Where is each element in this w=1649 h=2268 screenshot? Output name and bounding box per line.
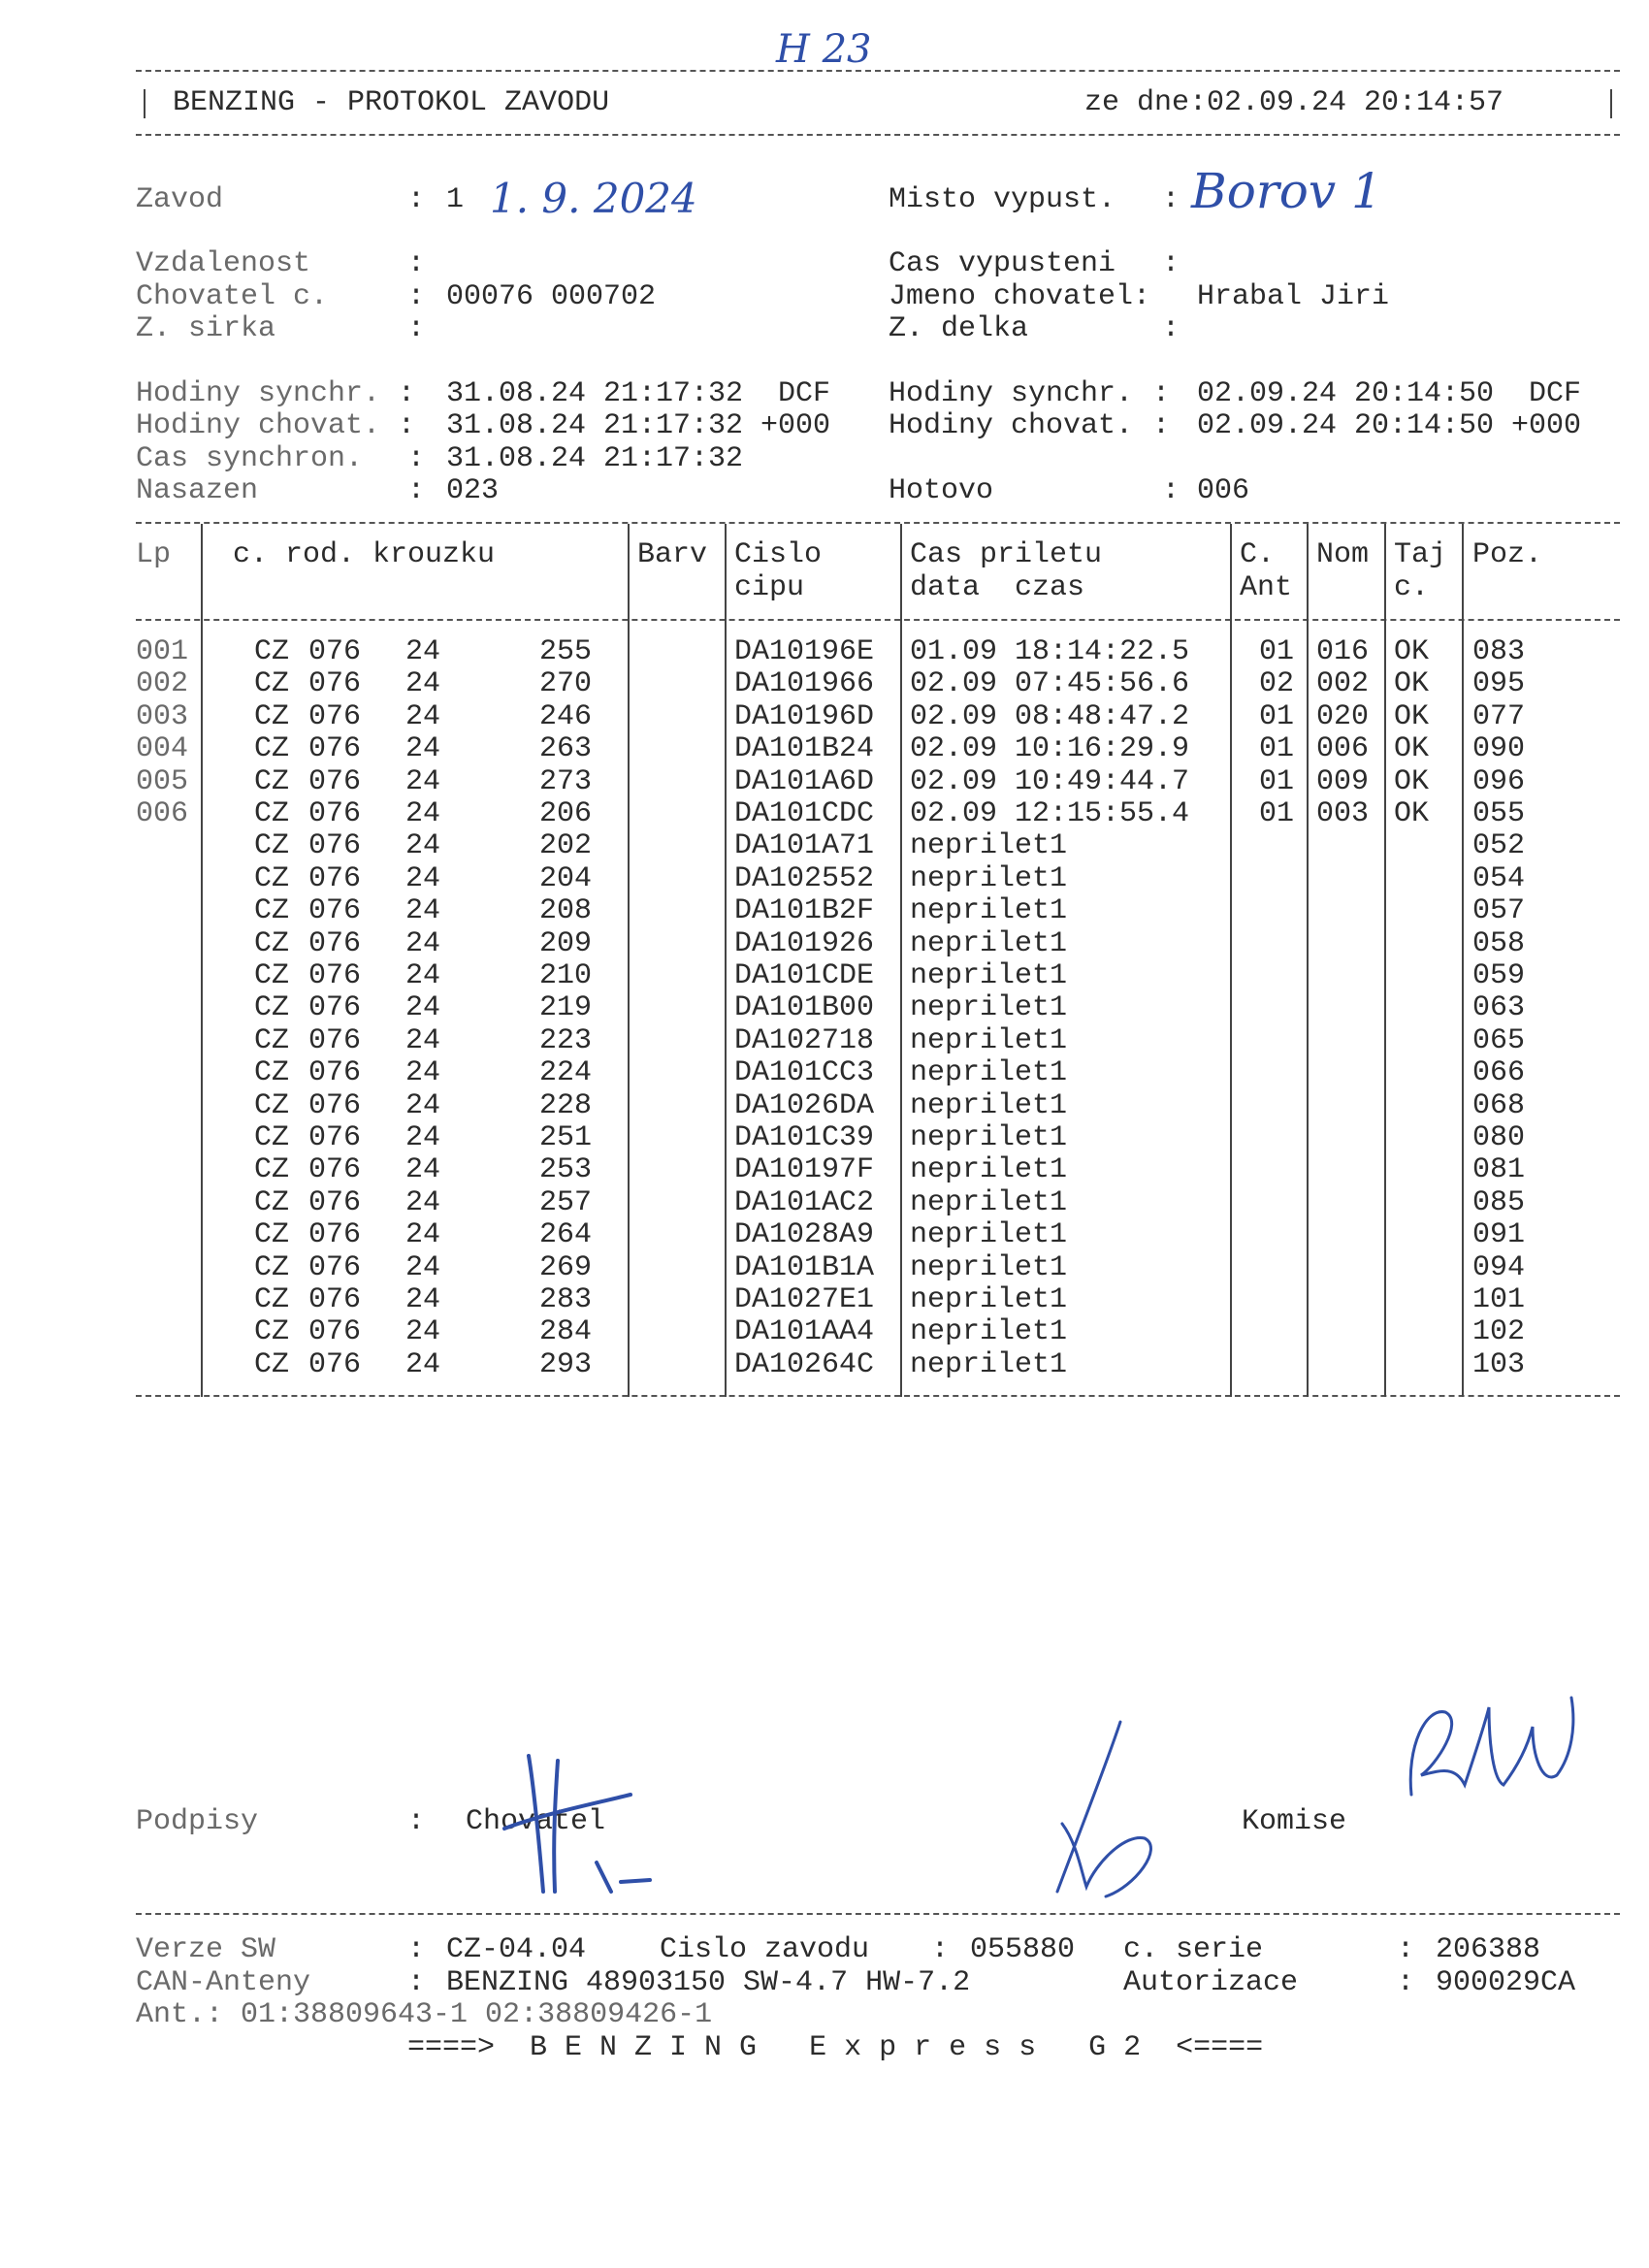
row-country: CZ: [254, 1056, 290, 1090]
row-country: CZ: [254, 1185, 290, 1219]
row-arrival-time: 02.09 08:48:47.2: [910, 699, 1190, 733]
row-arrival-time: neprilet1: [910, 861, 1068, 895]
vzdalenost-colon: :: [407, 247, 426, 280]
misto-handwritten: Borov 1: [1191, 163, 1382, 219]
row-chip-id: DA101A6D: [734, 764, 875, 798]
row-org: 076: [308, 861, 362, 895]
table-row: [0, 1090, 1649, 1122]
sync-left-label: Hodiny synchr.: [136, 377, 381, 410]
row-year: 24: [405, 732, 441, 766]
row-country: CZ: [254, 732, 290, 766]
row-ring-number: 293: [539, 1347, 593, 1381]
row-chip-id: DA1026DA: [734, 1088, 875, 1122]
chovatel-label: Chovatel c.: [136, 280, 329, 313]
row-nom: 016: [1316, 635, 1370, 668]
chov-right-value: 02.09.24 20:14:50 +000: [1197, 409, 1582, 442]
row-poz: 052: [1472, 829, 1526, 863]
row-chip-id: DA1028A9: [734, 1218, 875, 1252]
chov-left-value: 31.08.24 21:17:32 +000: [446, 409, 831, 442]
row-year: 24: [405, 1315, 441, 1349]
th-taj-2: c.: [1394, 571, 1430, 604]
row-taj: OK: [1394, 667, 1430, 701]
cislo-zavodu-colon: :: [931, 1933, 950, 1966]
header-title: BENZING - PROTOKOL ZAVODU: [173, 86, 610, 119]
row-org: 076: [308, 1056, 362, 1090]
row-arrival-time: neprilet1: [910, 1347, 1068, 1381]
table-row: [0, 830, 1649, 862]
table-row: [0, 636, 1649, 668]
table-row: [0, 1122, 1649, 1154]
footer-rule: [136, 1913, 1620, 1915]
row-org: 076: [308, 1153, 362, 1187]
chov-right-label: Hodiny chovat.: [889, 409, 1134, 442]
row-ring-number: 273: [539, 764, 593, 798]
row-chip-id: DA101AA4: [734, 1315, 875, 1349]
table-row: [0, 1252, 1649, 1284]
table-top-rule: [136, 522, 1620, 524]
row-chip-id: DA101C39: [734, 1121, 875, 1154]
table-row: [0, 1219, 1649, 1251]
table-row: [0, 668, 1649, 700]
table-row: [0, 1187, 1649, 1219]
row-taj: OK: [1394, 699, 1430, 733]
row-org: 076: [308, 732, 362, 766]
ant-line: Ant.: 01:38809643-1 02:38809426-1: [136, 1998, 713, 2031]
chovatel-signature: [485, 1746, 660, 1901]
table-row: [0, 701, 1649, 733]
row-year: 24: [405, 1250, 441, 1284]
row-ring-number: 204: [539, 861, 593, 895]
row-arrival-time: neprilet1: [910, 1250, 1068, 1284]
zavod-date-handwritten: 1. 9. 2024: [490, 175, 697, 222]
cislo-zavodu-label: Cislo zavodu: [660, 1933, 870, 1966]
podpisy-label: Podpisy: [136, 1805, 259, 1838]
row-year: 24: [405, 959, 441, 992]
sirka-colon: :: [407, 312, 426, 345]
row-country: CZ: [254, 829, 290, 863]
row-poz: 101: [1472, 1283, 1526, 1316]
table-header-rule: [136, 619, 1620, 621]
nasazen-colon: :: [407, 474, 426, 507]
row-country: CZ: [254, 797, 290, 830]
can-label: CAN-Anteny: [136, 1966, 311, 1999]
row-country: CZ: [254, 1121, 290, 1154]
row-poz: 095: [1472, 667, 1526, 701]
th-lp: Lp: [136, 538, 172, 571]
row-poz: 066: [1472, 1056, 1526, 1090]
row-arrival-time: neprilet1: [910, 1283, 1068, 1316]
row-year: 24: [405, 1347, 441, 1381]
row-chip-id: DA101CC3: [734, 1056, 875, 1090]
row-chip-id: DA101CDE: [734, 959, 875, 992]
row-poz: 068: [1472, 1088, 1526, 1122]
row-ring-number: 219: [539, 991, 593, 1025]
row-org: 076: [308, 1121, 362, 1154]
chovatel-value: 00076 000702: [446, 280, 657, 313]
row-poz: 057: [1472, 894, 1526, 928]
th-ant-1: C.: [1240, 538, 1276, 571]
row-ring-number: 253: [539, 1153, 593, 1187]
commission-signature-1: [1028, 1717, 1183, 1901]
brand-line: ====> B E N Z I N G E x p r e s s G 2 <====: [407, 2031, 1264, 2064]
row-poz: 096: [1472, 764, 1526, 798]
row-antenna: 01: [1259, 764, 1295, 798]
chovatel-sign-label: Chovatel: [466, 1805, 606, 1838]
vzdalenost-label: Vzdalenost: [136, 247, 311, 280]
row-ring-number: 202: [539, 829, 593, 863]
row-org: 076: [308, 926, 362, 960]
row-poz: 065: [1472, 1023, 1526, 1057]
sirka-label: Z. sirka: [136, 312, 276, 345]
row-poz: 063: [1472, 991, 1526, 1025]
th-poz: Poz.: [1472, 538, 1543, 571]
row-year: 24: [405, 1283, 441, 1316]
row-lp: 002: [136, 667, 189, 701]
row-chip-id: DA1027E1: [734, 1283, 875, 1316]
row-chip-id: DA101926: [734, 926, 875, 960]
row-antenna: 01: [1259, 732, 1295, 766]
row-arrival-time: 01.09 18:14:22.5: [910, 635, 1190, 668]
row-poz: 081: [1472, 1153, 1526, 1187]
can-value: BENZING 48903150 SW-4.7 HW-7.2: [446, 1966, 971, 1999]
row-org: 076: [308, 1315, 362, 1349]
row-lp: 006: [136, 797, 189, 830]
row-poz: 058: [1472, 926, 1526, 960]
row-ring-number: 283: [539, 1283, 593, 1316]
row-country: CZ: [254, 764, 290, 798]
row-arrival-time: 02.09 10:49:44.7: [910, 764, 1190, 798]
row-org: 076: [308, 1023, 362, 1057]
row-year: 24: [405, 861, 441, 895]
row-chip-id: DA10196E: [734, 635, 875, 668]
table-row: [0, 798, 1649, 830]
nasazen-label: Nasazen: [136, 474, 259, 507]
row-lp: 001: [136, 635, 189, 668]
header-left-edge: [144, 89, 146, 118]
row-poz: 094: [1472, 1250, 1526, 1284]
hotovo-colon: :: [1162, 474, 1180, 507]
jmeno-label: Jmeno chovatel:: [889, 280, 1151, 313]
row-country: CZ: [254, 1250, 290, 1284]
row-country: CZ: [254, 959, 290, 992]
row-org: 076: [308, 764, 362, 798]
row-year: 24: [405, 1153, 441, 1187]
row-antenna: 01: [1259, 635, 1295, 668]
row-taj: OK: [1394, 732, 1430, 766]
row-arrival-time: neprilet1: [910, 1088, 1068, 1122]
cas-sync-colon: :: [407, 442, 426, 475]
row-country: CZ: [254, 1088, 290, 1122]
row-year: 24: [405, 926, 441, 960]
row-nom: 003: [1316, 797, 1370, 830]
header-date-value: 02.09.24 20:14:57: [1207, 86, 1504, 119]
row-taj: OK: [1394, 797, 1430, 830]
row-arrival-time: neprilet1: [910, 1153, 1068, 1187]
row-year: 24: [405, 829, 441, 863]
row-ring-number: 208: [539, 894, 593, 928]
row-chip-id: DA101B24: [734, 732, 875, 766]
row-arrival-time: neprilet1: [910, 926, 1068, 960]
sync-right-label: Hodiny synchr.: [889, 377, 1134, 410]
serie-value: 206388: [1436, 1933, 1541, 1966]
row-arrival-time: neprilet1: [910, 1185, 1068, 1219]
row-year: 24: [405, 1056, 441, 1090]
row-nom: 020: [1316, 699, 1370, 733]
row-ring-number: 223: [539, 1023, 593, 1057]
row-arrival-time: neprilet1: [910, 1218, 1068, 1252]
th-ring: c. rod. krouzku: [233, 538, 496, 571]
row-chip-id: DA10197F: [734, 1153, 875, 1187]
row-ring-number: 263: [539, 732, 593, 766]
row-chip-id: DA102552: [734, 861, 875, 895]
row-country: CZ: [254, 1153, 290, 1187]
row-year: 24: [405, 667, 441, 701]
row-arrival-time: neprilet1: [910, 894, 1068, 928]
row-ring-number: 251: [539, 1121, 593, 1154]
row-chip-id: DA101966: [734, 667, 875, 701]
zavod-label: Zavod: [136, 183, 224, 216]
table-row: [0, 766, 1649, 798]
row-country: CZ: [254, 861, 290, 895]
row-poz: 103: [1472, 1347, 1526, 1381]
row-country: CZ: [254, 1283, 290, 1316]
sync-left-colon: :: [398, 377, 416, 410]
row-year: 24: [405, 1185, 441, 1219]
row-country: CZ: [254, 1315, 290, 1349]
table-bottom-rule: [136, 1395, 1620, 1397]
row-poz: 091: [1472, 1218, 1526, 1252]
misto-label: Misto vypust.: [889, 183, 1116, 216]
row-ring-number: 224: [539, 1056, 593, 1090]
commission-signature-2: [1397, 1688, 1591, 1824]
autorizace-label: Autorizace: [1123, 1966, 1299, 1999]
row-arrival-time: neprilet1: [910, 829, 1068, 863]
table-row: [0, 863, 1649, 895]
row-arrival-time: neprilet1: [910, 1023, 1068, 1057]
row-ring-number: 228: [539, 1088, 593, 1122]
row-country: CZ: [254, 991, 290, 1025]
row-year: 24: [405, 1218, 441, 1252]
table-row: [0, 928, 1649, 960]
chov-right-colon: :: [1152, 409, 1171, 442]
row-org: 076: [308, 1185, 362, 1219]
row-lp: 005: [136, 764, 189, 798]
cas-vypusteni-label: Cas vypusteni: [889, 247, 1116, 280]
row-ring-number: 255: [539, 635, 593, 668]
table-row: [0, 960, 1649, 992]
chov-left-colon: :: [398, 409, 416, 442]
row-org: 076: [308, 699, 362, 733]
row-arrival-time: 02.09 12:15:55.4: [910, 797, 1190, 830]
row-country: CZ: [254, 894, 290, 928]
row-poz: 090: [1472, 732, 1526, 766]
row-chip-id: DA101CDC: [734, 797, 875, 830]
row-chip-id: DA101B2F: [734, 894, 875, 928]
row-org: 076: [308, 894, 362, 928]
row-ring-number: 264: [539, 1218, 593, 1252]
row-taj: OK: [1394, 635, 1430, 668]
row-chip-id: DA101B00: [734, 991, 875, 1025]
row-arrival-time: neprilet1: [910, 1056, 1068, 1090]
table-row: [0, 992, 1649, 1024]
row-lp: 003: [136, 699, 189, 733]
th-nom: Nom: [1316, 538, 1370, 571]
row-year: 24: [405, 1023, 441, 1057]
row-country: CZ: [254, 1218, 290, 1252]
row-year: 24: [405, 764, 441, 798]
row-year: 24: [405, 991, 441, 1025]
row-arrival-time: neprilet1: [910, 991, 1068, 1025]
zavod-value: 1: [446, 183, 465, 216]
hotovo-label: Hotovo: [889, 474, 994, 507]
row-poz: 102: [1472, 1315, 1526, 1349]
row-taj: OK: [1394, 764, 1430, 798]
cislo-zavodu-value: 055880: [970, 1933, 1076, 1966]
table-row: [0, 1316, 1649, 1348]
verze-value: CZ-04.04: [446, 1933, 587, 1966]
row-year: 24: [405, 894, 441, 928]
table-row: [0, 1025, 1649, 1057]
row-chip-id: DA101B1A: [734, 1250, 875, 1284]
th-cislo-1: Cislo: [734, 538, 823, 571]
row-arrival-time: neprilet1: [910, 1315, 1068, 1349]
row-org: 076: [308, 1218, 362, 1252]
chov-left-label: Hodiny chovat.: [136, 409, 381, 442]
row-org: 076: [308, 667, 362, 701]
row-arrival-time: 02.09 07:45:56.6: [910, 667, 1190, 701]
row-org: 076: [308, 1250, 362, 1284]
th-cislo-2: cipu: [734, 571, 805, 604]
row-org: 076: [308, 1283, 362, 1316]
cas-vypusteni-colon: :: [1162, 247, 1180, 280]
row-nom: 009: [1316, 764, 1370, 798]
row-chip-id: DA101A71: [734, 829, 875, 863]
th-cas-2: data czas: [910, 571, 1085, 604]
row-country: CZ: [254, 667, 290, 701]
row-antenna: 02: [1259, 667, 1295, 701]
row-nom: 002: [1316, 667, 1370, 701]
row-ring-number: 246: [539, 699, 593, 733]
row-year: 24: [405, 635, 441, 668]
row-poz: 077: [1472, 699, 1526, 733]
header-top-rule: [136, 70, 1620, 72]
row-year: 24: [405, 1121, 441, 1154]
row-arrival-time: neprilet1: [910, 1121, 1068, 1154]
row-nom: 006: [1316, 732, 1370, 766]
row-year: 24: [405, 797, 441, 830]
jmeno-value: Hrabal Jiri: [1197, 280, 1390, 313]
row-antenna: 01: [1259, 797, 1295, 830]
row-org: 076: [308, 829, 362, 863]
serie-colon: :: [1397, 1933, 1415, 1966]
zavod-colon: :: [407, 183, 426, 216]
sync-right-value: 02.09.24 20:14:50 DCF: [1197, 377, 1582, 410]
row-year: 24: [405, 1088, 441, 1122]
autorizace-value: 900029CA: [1436, 1966, 1576, 1999]
delka-label: Z. delka: [889, 312, 1029, 345]
row-country: CZ: [254, 926, 290, 960]
can-colon: :: [407, 1966, 426, 1999]
row-org: 076: [308, 797, 362, 830]
nasazen-value: 023: [446, 474, 500, 507]
th-ant-2: Ant: [1240, 571, 1293, 604]
table-row: [0, 1284, 1649, 1316]
row-chip-id: DA101AC2: [734, 1185, 875, 1219]
komise-label: Komise: [1242, 1805, 1347, 1838]
row-country: CZ: [254, 635, 290, 668]
row-country: CZ: [254, 1023, 290, 1057]
verze-colon: :: [407, 1933, 426, 1966]
row-org: 076: [308, 991, 362, 1025]
row-ring-number: 206: [539, 797, 593, 830]
sync-left-value: 31.08.24 21:17:32 DCF: [446, 377, 831, 410]
th-barv: Barv: [637, 538, 708, 571]
row-poz: 085: [1472, 1185, 1526, 1219]
serie-label: c. serie: [1123, 1933, 1264, 1966]
row-poz: 080: [1472, 1121, 1526, 1154]
row-year: 24: [405, 699, 441, 733]
row-arrival-time: neprilet1: [910, 959, 1068, 992]
row-poz: 054: [1472, 861, 1526, 895]
autorizace-colon: :: [1397, 1966, 1415, 1999]
row-ring-number: 257: [539, 1185, 593, 1219]
th-cas-1: Cas priletu: [910, 538, 1103, 571]
page-mark-handwritten: H 23: [776, 27, 872, 72]
table-row: [0, 1349, 1649, 1381]
row-org: 076: [308, 635, 362, 668]
row-arrival-time: 02.09 10:16:29.9: [910, 732, 1190, 766]
verze-label: Verze SW: [136, 1933, 276, 1966]
row-ring-number: 269: [539, 1250, 593, 1284]
cas-sync-label: Cas synchron.: [136, 442, 364, 475]
row-chip-id: DA10264C: [734, 1347, 875, 1381]
header-right-edge: [1610, 89, 1612, 118]
table-row: [0, 1154, 1649, 1186]
row-poz: 055: [1472, 797, 1526, 830]
row-chip-id: DA102718: [734, 1023, 875, 1057]
th-taj-1: Taj: [1394, 538, 1447, 571]
row-antenna: 01: [1259, 699, 1295, 733]
header-date-label: ze dne:: [1084, 86, 1208, 119]
misto-colon: :: [1162, 183, 1180, 216]
row-ring-number: 209: [539, 926, 593, 960]
sync-right-colon: :: [1152, 377, 1171, 410]
row-ring-number: 284: [539, 1315, 593, 1349]
table-row: [0, 733, 1649, 765]
row-country: CZ: [254, 699, 290, 733]
row-org: 076: [308, 959, 362, 992]
row-country: CZ: [254, 1347, 290, 1381]
delka-colon: :: [1162, 312, 1180, 345]
row-chip-id: DA10196D: [734, 699, 875, 733]
cas-sync-value: 31.08.24 21:17:32: [446, 442, 744, 475]
row-ring-number: 210: [539, 959, 593, 992]
header-bottom-rule: [136, 134, 1620, 136]
chovatel-colon: :: [407, 280, 426, 313]
hotovo-value: 006: [1197, 474, 1250, 507]
row-poz: 083: [1472, 635, 1526, 668]
row-ring-number: 270: [539, 667, 593, 701]
row-lp: 004: [136, 732, 189, 766]
row-poz: 059: [1472, 959, 1526, 992]
table-row: [0, 895, 1649, 927]
row-org: 076: [308, 1088, 362, 1122]
row-org: 076: [308, 1347, 362, 1381]
table-row: [0, 1057, 1649, 1089]
podpisy-colon: :: [407, 1805, 426, 1838]
